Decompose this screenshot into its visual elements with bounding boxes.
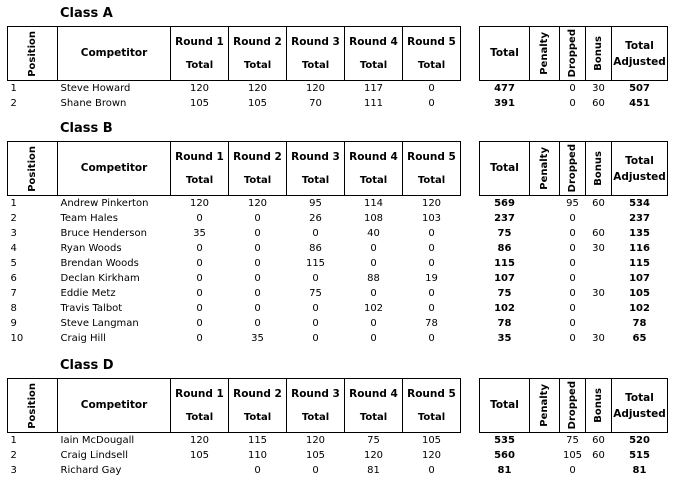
round-score: 0 bbox=[254, 465, 261, 476]
round-score: 0 bbox=[196, 258, 203, 269]
total-header: Total bbox=[480, 379, 530, 433]
round-score: 95 bbox=[309, 198, 322, 209]
round-score: 120 bbox=[363, 450, 384, 461]
round-score: 0 bbox=[312, 303, 319, 314]
table-row bbox=[480, 448, 668, 463]
dropped-header: Dropped bbox=[560, 379, 586, 433]
dropped-cell: 105 bbox=[562, 450, 583, 461]
round-score: 0 bbox=[254, 318, 261, 329]
penalty-cell bbox=[530, 448, 560, 463]
bonus-cell bbox=[586, 271, 612, 286]
position-cell: 4 bbox=[10, 243, 17, 254]
penalty-cell bbox=[530, 226, 560, 241]
class-title: Class D bbox=[60, 358, 114, 373]
penalty-cell bbox=[530, 241, 560, 256]
position-cell: 7 bbox=[10, 288, 17, 299]
table-row bbox=[480, 96, 668, 111]
round-score: 105 bbox=[189, 98, 210, 109]
round-score: 86 bbox=[309, 243, 322, 254]
results-table bbox=[7, 26, 461, 111]
bonus-cell: 30 bbox=[592, 243, 605, 254]
bonus-header: Bonus bbox=[586, 27, 612, 81]
total-adjusted-header: Total Adjusted bbox=[612, 27, 668, 81]
table-row bbox=[480, 433, 668, 449]
round-score: 88 bbox=[367, 273, 380, 284]
bonus-cell: 30 bbox=[592, 83, 605, 94]
position-cell: 10 bbox=[10, 333, 24, 344]
total-adjusted-header: Total Adjusted bbox=[612, 379, 668, 433]
position-header: Position bbox=[8, 27, 58, 81]
round-score: 120 bbox=[247, 83, 268, 94]
round-score: 0 bbox=[196, 303, 203, 314]
dropped-header: Dropped bbox=[560, 27, 586, 81]
round-5-header: Round 5 Total bbox=[403, 379, 461, 433]
position-cell: 2 bbox=[10, 450, 17, 461]
round-score: 35 bbox=[193, 228, 206, 239]
dropped-cell: 0 bbox=[569, 288, 576, 299]
results-table bbox=[7, 378, 461, 478]
adjusted-total-cell: 78 bbox=[632, 318, 647, 329]
class-title: Class A bbox=[60, 6, 113, 21]
round-score: 0 bbox=[428, 258, 435, 269]
penalty-cell bbox=[530, 301, 560, 316]
round-score: 75 bbox=[367, 435, 380, 446]
adjusted-total-cell: 515 bbox=[629, 450, 650, 461]
round-score: 35 bbox=[251, 333, 264, 344]
round-score: 0 bbox=[428, 83, 435, 94]
total-cell: 115 bbox=[494, 258, 515, 269]
round-score: 105 bbox=[421, 435, 442, 446]
total-header: Total bbox=[480, 27, 530, 81]
competitor-name: Team Hales bbox=[60, 213, 118, 224]
round-score: 0 bbox=[428, 243, 435, 254]
total-cell: 78 bbox=[497, 318, 512, 329]
table-row bbox=[480, 286, 668, 301]
dropped-header: Dropped bbox=[560, 142, 586, 196]
adjusted-total-cell: 116 bbox=[629, 243, 650, 254]
bonus-cell: 30 bbox=[592, 333, 605, 344]
round-score: 78 bbox=[425, 318, 438, 329]
round-score: 103 bbox=[421, 213, 442, 224]
competitor-name: Travis Talbot bbox=[60, 303, 123, 314]
table-row bbox=[8, 286, 461, 301]
adjusted-total-cell: 135 bbox=[629, 228, 650, 239]
dropped-cell: 0 bbox=[569, 228, 576, 239]
table-row bbox=[8, 211, 461, 226]
round-score: 120 bbox=[247, 198, 268, 209]
round-score: 0 bbox=[428, 228, 435, 239]
penalty-cell bbox=[530, 463, 560, 478]
round-score: 115 bbox=[305, 258, 326, 269]
round-score: 0 bbox=[370, 333, 377, 344]
adjusted-total-cell: 451 bbox=[629, 98, 650, 109]
table-row bbox=[480, 81, 668, 97]
round-2-header: Round 2 Total bbox=[229, 379, 287, 433]
total-cell: 86 bbox=[497, 243, 512, 254]
dropped-cell: 0 bbox=[569, 98, 576, 109]
round-score: 0 bbox=[254, 303, 261, 314]
table-row bbox=[480, 211, 668, 226]
round-score: 120 bbox=[189, 435, 210, 446]
round-5-header: Round 5 Total bbox=[403, 142, 461, 196]
bonus-cell: 60 bbox=[592, 198, 605, 209]
bonus-header: Bonus bbox=[586, 142, 612, 196]
competitor-name: Bruce Henderson bbox=[60, 228, 147, 239]
competitor-name: Ryan Woods bbox=[60, 243, 122, 254]
round-4-header: Round 4 Total bbox=[345, 379, 403, 433]
round-score: 0 bbox=[370, 243, 377, 254]
total-cell: 535 bbox=[494, 435, 515, 446]
adjusted-total-cell: 105 bbox=[629, 288, 650, 299]
round-score: 105 bbox=[189, 450, 210, 461]
adjusted-total-cell: 107 bbox=[629, 273, 650, 284]
penalty-cell bbox=[530, 211, 560, 226]
position-cell: 1 bbox=[10, 198, 17, 209]
round-4-header: Round 4 Total bbox=[345, 142, 403, 196]
round-score: 0 bbox=[254, 258, 261, 269]
round-score: 0 bbox=[370, 258, 377, 269]
total-cell: 477 bbox=[494, 83, 515, 94]
round-1-header: Round 1 Total bbox=[171, 27, 229, 81]
total-header: Total bbox=[480, 142, 530, 196]
adjusted-total-cell: 534 bbox=[629, 198, 650, 209]
bonus-cell: 60 bbox=[592, 450, 605, 461]
round-score: 111 bbox=[363, 98, 384, 109]
round-score: 19 bbox=[425, 273, 438, 284]
table-row bbox=[480, 463, 668, 478]
table-row bbox=[480, 241, 668, 256]
position-cell: 3 bbox=[10, 465, 17, 476]
table-row bbox=[8, 241, 461, 256]
competitor-name: Andrew Pinkerton bbox=[60, 198, 149, 209]
bonus-cell: 60 bbox=[592, 98, 605, 109]
penalty-cell bbox=[530, 316, 560, 331]
table-row bbox=[8, 433, 461, 449]
table-row bbox=[480, 331, 668, 346]
round-score: 0 bbox=[254, 243, 261, 254]
round-score: 0 bbox=[254, 273, 261, 284]
round-2-header: Round 2 Total bbox=[229, 142, 287, 196]
table-row bbox=[8, 448, 461, 463]
table-row bbox=[480, 271, 668, 286]
round-score: 0 bbox=[370, 288, 377, 299]
dropped-cell: 95 bbox=[566, 198, 579, 209]
round-score: 120 bbox=[305, 83, 326, 94]
round-3-header: Round 3 Total bbox=[287, 142, 345, 196]
position-cell: 8 bbox=[10, 303, 17, 314]
round-score: 120 bbox=[305, 435, 326, 446]
round-5-header: Round 5 Total bbox=[403, 27, 461, 81]
total-cell: 35 bbox=[497, 333, 512, 344]
table-row bbox=[480, 316, 668, 331]
round-score: 0 bbox=[428, 303, 435, 314]
position-cell: 5 bbox=[10, 258, 17, 269]
penalty-cell bbox=[530, 81, 560, 97]
round-score: 120 bbox=[421, 198, 442, 209]
round-score: 0 bbox=[196, 333, 203, 344]
penalty-cell bbox=[530, 271, 560, 286]
penalty-cell bbox=[530, 433, 560, 449]
totals-table bbox=[479, 26, 668, 111]
round-score: 0 bbox=[428, 465, 435, 476]
competitor-name: Craig Lindsell bbox=[60, 450, 128, 461]
competitor-name: Craig Hill bbox=[60, 333, 106, 344]
table-row bbox=[8, 463, 461, 478]
adjusted-total-cell: 507 bbox=[629, 83, 650, 94]
bonus-cell bbox=[586, 463, 612, 478]
penalty-cell bbox=[530, 256, 560, 271]
total-cell: 569 bbox=[494, 198, 515, 209]
round-score: 0 bbox=[312, 273, 319, 284]
competitor-header: Competitor bbox=[58, 379, 171, 433]
position-cell: 6 bbox=[10, 273, 17, 284]
total-cell: 75 bbox=[497, 228, 512, 239]
round-score: 120 bbox=[421, 450, 442, 461]
totals-table bbox=[479, 378, 668, 478]
round-2-header: Round 2 Total bbox=[229, 27, 287, 81]
round-score: 115 bbox=[247, 435, 268, 446]
position-cell: 1 bbox=[10, 435, 17, 446]
dropped-cell: 0 bbox=[569, 273, 576, 284]
round-score: 81 bbox=[367, 465, 380, 476]
round-score bbox=[171, 463, 229, 478]
round-score: 75 bbox=[309, 288, 322, 299]
penalty-cell bbox=[530, 286, 560, 301]
adjusted-total-cell: 237 bbox=[629, 213, 650, 224]
penalty-header: Penalty bbox=[530, 27, 560, 81]
adjusted-total-cell: 81 bbox=[632, 465, 647, 476]
adjusted-total-cell: 65 bbox=[632, 333, 647, 344]
round-score: 0 bbox=[312, 333, 319, 344]
round-score: 117 bbox=[363, 83, 384, 94]
table-row bbox=[8, 271, 461, 286]
round-score: 102 bbox=[363, 303, 384, 314]
table-row bbox=[8, 96, 461, 111]
dropped-cell: 0 bbox=[569, 83, 576, 94]
round-score: 105 bbox=[247, 98, 268, 109]
class-title: Class B bbox=[60, 121, 113, 136]
dropped-cell: 0 bbox=[569, 318, 576, 329]
total-cell: 560 bbox=[494, 450, 515, 461]
round-score: 0 bbox=[312, 465, 319, 476]
adjusted-total-cell: 115 bbox=[629, 258, 650, 269]
round-score: 0 bbox=[312, 318, 319, 329]
penalty-header: Penalty bbox=[530, 142, 560, 196]
round-score: 0 bbox=[196, 288, 203, 299]
total-cell: 75 bbox=[497, 288, 512, 299]
round-score: 120 bbox=[189, 83, 210, 94]
competitor-header: Competitor bbox=[58, 142, 171, 196]
round-score: 0 bbox=[254, 288, 261, 299]
penalty-cell bbox=[530, 96, 560, 111]
total-adjusted-header: Total Adjusted bbox=[612, 142, 668, 196]
position-cell: 2 bbox=[10, 213, 17, 224]
position-header: Position bbox=[8, 142, 58, 196]
round-score: 120 bbox=[189, 198, 210, 209]
results-table bbox=[7, 141, 461, 346]
round-1-header: Round 1 Total bbox=[171, 142, 229, 196]
dropped-cell: 0 bbox=[569, 243, 576, 254]
bonus-header: Bonus bbox=[586, 379, 612, 433]
round-1-header: Round 1 Total bbox=[171, 379, 229, 433]
round-score: 0 bbox=[254, 228, 261, 239]
round-3-header: Round 3 Total bbox=[287, 379, 345, 433]
table-row bbox=[480, 196, 668, 212]
competitor-name: Iain McDougall bbox=[60, 435, 135, 446]
round-score: 105 bbox=[305, 450, 326, 461]
total-cell: 237 bbox=[494, 213, 515, 224]
round-score: 114 bbox=[363, 198, 384, 209]
penalty-cell bbox=[530, 196, 560, 212]
table-row bbox=[8, 256, 461, 271]
dropped-cell: 0 bbox=[569, 213, 576, 224]
table-row bbox=[8, 226, 461, 241]
round-score: 0 bbox=[428, 98, 435, 109]
position-cell: 9 bbox=[10, 318, 17, 329]
table-row bbox=[8, 196, 461, 212]
total-cell: 107 bbox=[494, 273, 515, 284]
competitor-name: Declan Kirkham bbox=[60, 273, 140, 284]
round-score: 0 bbox=[196, 243, 203, 254]
bonus-cell bbox=[586, 211, 612, 226]
bonus-cell bbox=[586, 316, 612, 331]
total-cell: 102 bbox=[494, 303, 515, 314]
totals-table bbox=[479, 141, 668, 346]
dropped-cell: 75 bbox=[566, 435, 579, 446]
position-cell: 3 bbox=[10, 228, 17, 239]
round-score: 0 bbox=[196, 318, 203, 329]
competitor-name: Brendan Woods bbox=[60, 258, 139, 269]
competitor-name: Steve Howard bbox=[60, 83, 131, 94]
table-row bbox=[480, 226, 668, 241]
competitor-name: Richard Gay bbox=[60, 465, 122, 476]
table-row bbox=[480, 301, 668, 316]
round-score: 0 bbox=[370, 318, 377, 329]
penalty-header: Penalty bbox=[530, 379, 560, 433]
round-score: 0 bbox=[196, 213, 203, 224]
total-cell: 81 bbox=[497, 465, 512, 476]
dropped-cell: 0 bbox=[569, 465, 576, 476]
round-score: 108 bbox=[363, 213, 384, 224]
adjusted-total-cell: 102 bbox=[629, 303, 650, 314]
dropped-cell: 0 bbox=[569, 258, 576, 269]
round-4-header: Round 4 Total bbox=[345, 27, 403, 81]
round-score: 0 bbox=[254, 213, 261, 224]
round-3-header: Round 3 Total bbox=[287, 27, 345, 81]
bonus-cell: 60 bbox=[592, 228, 605, 239]
round-score: 40 bbox=[367, 228, 380, 239]
round-score: 110 bbox=[247, 450, 268, 461]
round-score: 0 bbox=[312, 228, 319, 239]
position-cell: 2 bbox=[10, 98, 17, 109]
table-row bbox=[8, 316, 461, 331]
table-row bbox=[8, 81, 461, 97]
position-header: Position bbox=[8, 379, 58, 433]
bonus-cell bbox=[586, 301, 612, 316]
total-cell: 391 bbox=[494, 98, 515, 109]
bonus-cell: 30 bbox=[592, 288, 605, 299]
competitor-header: Competitor bbox=[58, 27, 171, 81]
round-score: 26 bbox=[309, 213, 322, 224]
competitor-name: Steve Langman bbox=[60, 318, 139, 329]
bonus-cell bbox=[586, 256, 612, 271]
table-row bbox=[8, 301, 461, 316]
dropped-cell: 0 bbox=[569, 303, 576, 314]
competitor-name: Shane Brown bbox=[60, 98, 127, 109]
dropped-cell: 0 bbox=[569, 333, 576, 344]
round-score: 70 bbox=[309, 98, 322, 109]
penalty-cell bbox=[530, 331, 560, 346]
position-cell: 1 bbox=[10, 83, 17, 94]
table-row bbox=[480, 256, 668, 271]
competitor-name: Eddie Metz bbox=[60, 288, 116, 299]
round-score: 0 bbox=[428, 333, 435, 344]
table-row bbox=[8, 331, 461, 346]
adjusted-total-cell: 520 bbox=[629, 435, 650, 446]
round-score: 0 bbox=[196, 273, 203, 284]
bonus-cell: 60 bbox=[592, 435, 605, 446]
round-score: 0 bbox=[428, 288, 435, 299]
